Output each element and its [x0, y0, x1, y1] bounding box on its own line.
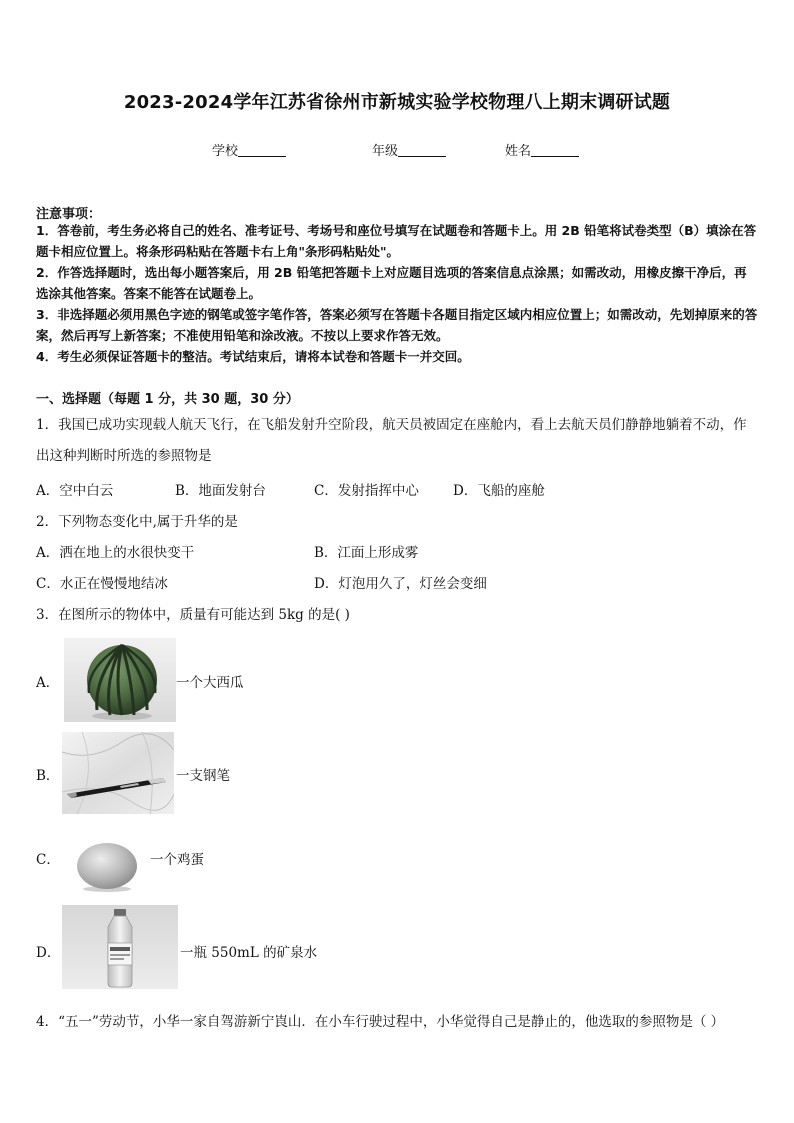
question-4-stem: 4．“五一”劳动节，小华一家自驾游新宁崀山．在小车行驶过程中，小华觉得自己是静止的，他选取的参照物是（ ） — [36, 1014, 725, 1030]
grade-field — [372, 140, 446, 159]
q1-option-a: A．空中白云 — [36, 483, 114, 499]
page-title: 2023-2024学年江苏省徐州市新城实验学校物理八上期末调研试题 — [123, 92, 671, 113]
q2-option-a: A．洒在地上的水很快变干 — [36, 545, 195, 561]
q2-option-b: B．江面上形成雾 — [314, 545, 419, 561]
q1-option-b: B．地面发射台 — [175, 483, 266, 499]
q3-option-a-caption: 一个大西瓜 — [176, 675, 244, 691]
note-item: 1．答卷前，考生务必将自己的姓名、准考证号、考场号和座位号填写在试题卷和答题卡上。用 2B 铅笔将试卷类型（B）填涂在答题卡相应位置上。将条形码粘贴在答题卡右上角"条形码粘贴处"。 — [36, 223, 757, 259]
watermelon-photo — [64, 638, 176, 722]
water-bottle-photo — [62, 905, 178, 989]
q3-option-d-label: D． — [36, 945, 61, 961]
name-blank — [531, 144, 579, 157]
name-label: 姓名 — [505, 144, 532, 159]
pen-photo — [62, 732, 174, 814]
q3-option-a-label: A． — [36, 675, 60, 691]
q3-option-b-label: B． — [36, 768, 60, 784]
egg-photo — [74, 838, 140, 894]
school-field — [212, 140, 286, 159]
section-heading: 一、选择题（每题 1 分，共 30 题，30 分） — [36, 392, 299, 407]
grade-blank — [398, 144, 446, 157]
grade-label: 年级 — [372, 144, 399, 159]
name-field — [505, 140, 579, 159]
school-label: 学校 — [212, 144, 239, 159]
q1-option-d: D．飞船的座舱 — [453, 483, 545, 499]
note-item: 3．非选择题必须用黑色字迹的钢笔或签字笔作答，答案必须写在答题卡各题目指定区域内相应位置上；如需改动，先划掉原来的答案，然后再写上新答案；不准使用铅笔和涂改液。不按以上要求作答无效。 — [36, 307, 758, 343]
question-2-stem: 2．下列物态变化中,属于升华的是 — [36, 514, 238, 530]
school-blank — [238, 144, 286, 157]
q3-option-c-label: C． — [36, 852, 60, 868]
q1-option-c: C．发射指挥中心 — [314, 483, 419, 499]
notes-heading: 注意事项： — [36, 207, 102, 222]
note-item: 4．考生必须保证答题卡的整洁。考试结束后，请将本试卷和答题卡一并交回。 — [36, 349, 470, 364]
question-3-stem: 3．在图所示的物体中，质量有可能达到 5kg 的是( ) — [36, 607, 350, 623]
q2-option-c: C．水正在慢慢地结冰 — [36, 576, 168, 592]
note-item: 2．作答选择题时，选出每小题答案后，用 2B 铅笔把答题卡上对应题目选项的答案信息点涂黑；如需改动，用橡皮擦干净后，再选涂其他答案。答案不能答在试题卷上。 — [36, 265, 747, 301]
q3-option-c-caption: 一个鸡蛋 — [150, 852, 204, 868]
question-1-stem: 1．我国已成功实现载人航天飞行，在飞船发射升空阶段，航天员被固定在座舱内，看上去航天员们静静地躺着不动，作出这种判断时所选的参照物是 — [36, 417, 747, 464]
q3-option-b-caption: 一支钢笔 — [176, 768, 230, 784]
q2-option-d: D．灯泡用久了，灯丝会变细 — [314, 576, 487, 592]
q3-option-d-caption: 一瓶 550mL 的矿泉水 — [180, 945, 318, 961]
